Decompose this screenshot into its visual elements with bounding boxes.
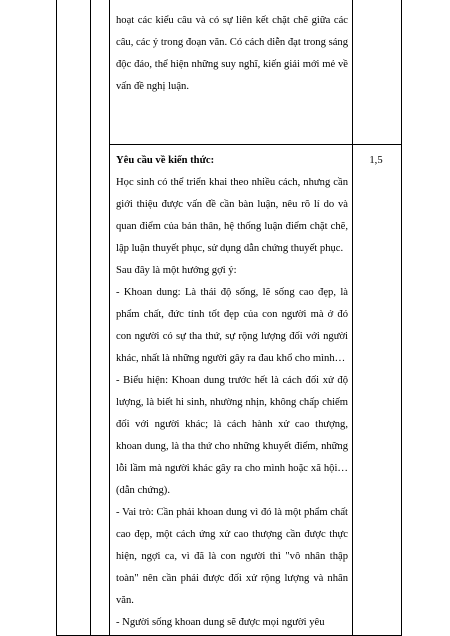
- table-border-col2: [90, 0, 91, 636]
- criteria-cell-continued: [116, 10, 348, 98]
- knowledge-requirements-cell: [116, 150, 348, 634]
- paragraph-suggestion: Sau đây là một hướng gợi ý:: [116, 265, 237, 276]
- table-border-right: [401, 0, 402, 636]
- score-value: 1,5: [369, 155, 383, 166]
- table-border-col3: [109, 0, 110, 636]
- criteria-paragraph: hoạt các kiểu câu và có sự liên kết chặt chẽ giữa các câu, các ý trong đoạn văn. Có cách diễn đạt trong sáng độc đáo, thể hiện những suy nghĩ, kiến giải mới mẻ về vấn đề nghị luận.: [116, 15, 348, 92]
- paragraph-benefit: - Người sống khoan dung sẽ được mọi người yêu: [116, 617, 325, 628]
- table-border-col4: [352, 0, 353, 636]
- row-divider: [109, 144, 402, 145]
- paragraph-manifestation: - Biểu hiện: Khoan dung trước hết là cách đối xử độ lượng, là biết hi sinh, nhường nhịn, không chấp chiếm đối với người khác; là cách hành xử cao thượng, khoan dung, là tha thứ cho những khuyết điểm, những lỗi lầm mà người khác gây ra cho mình hoặc xã hội…(dẫn chứng).: [116, 375, 348, 496]
- table-border-left: [56, 0, 57, 636]
- paragraph-role: - Vai trò: Cần phải khoan dung vì đó là một phẩm chất cao đẹp, một cách ứng xử cao thượng cần được thực hiện, ngợi ca, vì đã là con người thì "vô nhân thập toàn" nên cần phải được đối xử rộng lượng và nhân văn.: [116, 507, 348, 606]
- section-heading: Yêu cầu về kiến thức:: [116, 155, 215, 166]
- paragraph-definition: - Khoan dung: Là thái độ sống, lẽ sống cao đẹp, là phẩm chất, đức tính tốt đẹp của con người mà ở đó con người có sự tha thứ, sự rộng lượng đối với người khác, nhất là những người gây ra đau khổ cho mình…: [116, 287, 348, 364]
- paragraph-intro: Học sinh có thể triển khai theo nhiều cách, nhưng cần giới thiệu được vấn đề cần bàn luận, nêu rõ lí do và quan điểm của bản thân, hệ thống luận điểm chặt chẽ, lập luận thuyết phục, sử dụng dẫn chứng thuyết phục.: [116, 177, 348, 254]
